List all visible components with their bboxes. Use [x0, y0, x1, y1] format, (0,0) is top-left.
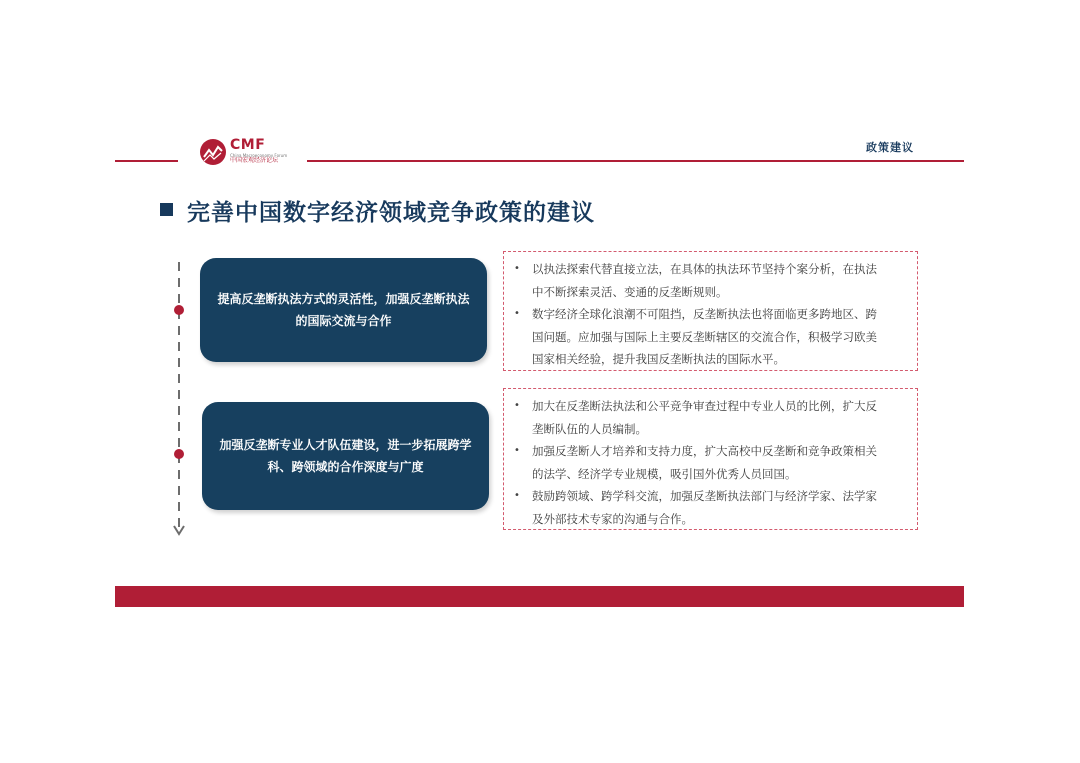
heading-line: 加强反垄断专业人才队伍建设，进一步拓展跨学	[219, 438, 472, 452]
timeline-arrow	[171, 262, 187, 540]
cmf-logo	[199, 137, 299, 167]
timeline-dot-2	[174, 449, 184, 459]
detail-point: • 加大在反垄断法执法和公平竞争审查过程中专业人员的比例，扩大反 垄断队伍的人员编制。	[512, 395, 905, 440]
recommendation-2-details	[503, 388, 918, 530]
recommendation-2-heading	[202, 402, 489, 510]
logo-name: CMF	[230, 137, 266, 153]
logo-subtitle-en: China Macroeconomy Forum	[230, 153, 288, 158]
detail-point: • 数字经济全球化浪潮不可阻挡，反垄断执法也将面临更多跨地区、跨 国问题。应加强与国际上主要反垄断辖区的交流合作，积极学习欧美 国家相关经验，提升我国反垄断执法的国际水平。	[512, 303, 905, 371]
header-rule-left	[115, 160, 178, 162]
page-title: 完善中国数字经济领域竞争政策的建议	[187, 200, 595, 226]
heading-line: 的国际交流与合作	[295, 314, 392, 328]
recommendation-1-heading	[200, 258, 487, 362]
title-bullet-square	[160, 203, 173, 216]
recommendation-1-details	[503, 251, 918, 371]
detail-point: • 以执法探索代替直接立法，在具体的执法环节坚持个案分析，在执法 中不断探索灵活、变通的反垄断规则。	[512, 258, 905, 303]
heading-line: 提高反垄断执法方式的灵活性，加强反垄断执法	[217, 292, 470, 306]
logo-subtitle-cn: 中国宏观经济论坛	[230, 157, 279, 164]
logo-chart-icon	[199, 138, 227, 166]
detail-point: • 鼓励跨领域、跨学科交流，加强反垄断执法部门与经济学家、法学家 及外部技术专家的沟通与合作。	[512, 485, 905, 530]
header-rule-right	[307, 160, 964, 162]
section-label: 政策建议	[866, 141, 914, 154]
footer-bar	[115, 586, 964, 607]
detail-point: • 加强反垄断人才培养和支持力度，扩大高校中反垄断和竞争政策相关 的法学、经济学专业规模，吸引国外优秀人员回国。	[512, 440, 905, 485]
timeline-dot-1	[174, 305, 184, 315]
heading-line: 科、跨领域的合作深度与广度	[267, 460, 424, 474]
